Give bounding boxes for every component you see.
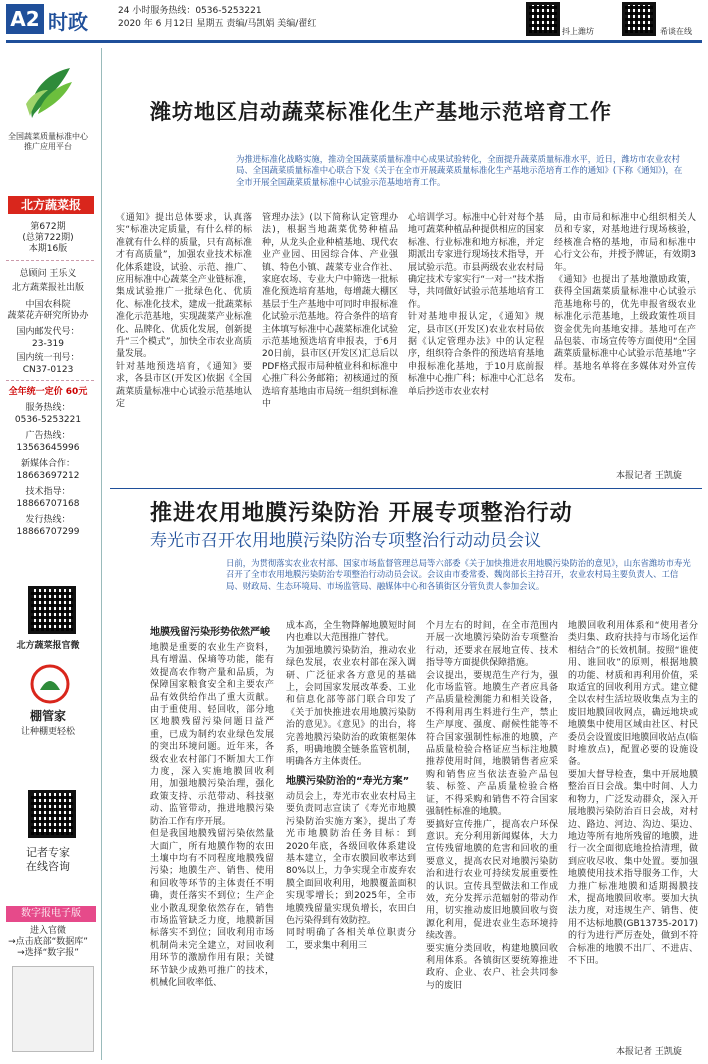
article-title: 潍坊地区启动蔬菜标准化生产基地示范培育工作 <box>150 100 612 124</box>
service-phone: 0536-5253221 <box>14 415 82 425</box>
hotline: 24 小时服务热线：0536-5253221 <box>118 6 262 16</box>
ad-label: 广告热线： <box>25 431 71 441</box>
column-text: 心培训学习。标准中心针对每个基地可蔬菜种植品种提供相应的国家标准、行业标准和地方标准，并定期派出专家进行现场技术指导，开展试验示范。市县两级农业农村局确定技术专家实行“一对一”技术指导，共同做好试验示范基地培育工作。 针对基地申报认定，《通知》规定，县市区(开发区)农业农村局依据《认定管理办法》中的认定程序，组织符合条件的预选培育基地申报标准化基地，于10月底前报标准中心推广科；标准中心汇总名单后抄送市农业农村 <box>408 213 544 397</box>
dist-phone: 18866707299 <box>16 527 80 537</box>
qr-caption: 希谈在线 <box>660 27 692 36</box>
article-title: 推进农用地膜污染防治 开展专项整治行动 <box>150 501 573 526</box>
page-number-badge: A2 <box>6 4 44 34</box>
column-text: 个月左右的时间，在全市范围内开展一次地膜污染防治专项整治行动，还要求在展地宣传、技术指导等方面提供保障措施。 会议提出，要规范生产行为，强化市场监管。地膜生产者应具备产品质量检测能力和相关设备，不得利用再生料进行生产，禁止生产厚度、强度、耐候性能等不符合国家强制性标准的地膜，产品质量检验合格证应当标注地膜推荐使用时间，地膜销售者应采购和销售应当依法查验产品包装、标签、产品质量检验合格证，不得采购和销售不符合国家强制性标准的地膜。 要搞好宣传推广，提高农户环保意识。充分利用新闻媒体，大力宣传残留地膜的危害和回收的重要意义，提高农民对地膜污染防治和进行农业可持续发展重要性的认识。宣传具型做法和工作成效，充分发挥示范辐射的带动作用，切实推动废旧地膜回收与资源化利用，促进农业生态环境持续改善。 要实施分类回收，构建地膜回收利用体系。各镇街区要统筹推进政府、企业、农户、社会共同参与的废旧 <box>426 621 558 991</box>
greenhouse-logo-icon <box>30 664 70 704</box>
cn-number: CN37-0123 <box>22 365 74 375</box>
qr-caption: 北方蔬菜报官微 <box>16 641 80 651</box>
article-column <box>286 620 416 1052</box>
column-text: 《通知》提出总体要求，认真落实“标准决定质量，有什么样的标准就有什么样的质量，只有高标准才有高质量”，加强农业技术标准化体系建设，试验、示范、推广、应用标准中心蔬菜全产业链标准，集成试验推广一批绿色化、优质化、标准化技术，建成一批蔬菜标准化示范基地，实现蔬菜产业标准化、品牌化、优质化发展，创新提升“三个模式”，加快全市农业高质量发展。 针对基地预选培育，《通知》要求，各县市区(开发区)依据《全国蔬菜质量标准中心试验示范基地认定 <box>116 213 252 410</box>
column-text: 成本高，全生物降解地膜短时间内也难以大范围推广替代。 为加强地膜污染防治，推动农业绿色发展，农业农村部在深入调研、广泛征求各方意见的基础上，会同国家发展改革委、工业和信息化部等部门联合印发了《关于加快推进农用地膜污染防治的意见》。《意见》的出台，将完善地膜污染防治的政策框架体系，明确地膜全链条监管机制，明确各方主体责任。 <box>286 621 416 768</box>
article-column <box>554 212 696 467</box>
qr-code[interactable] <box>28 790 76 838</box>
org-name: 全国蔬菜质量标准中心 推广应用平台 <box>8 132 88 151</box>
divider <box>6 380 94 381</box>
qr-caption: 记者专家 在线咨询 <box>26 846 70 873</box>
paper-name: 北方蔬菜报 <box>8 196 94 214</box>
price: 全年统一定价 60元 <box>8 387 88 397</box>
column-text: 管理办法》(以下简称认定管理办法)，根据当地蔬菜优势种植品种，从龙头企业种植基地、现代农业产业园、田园综合体、产业强镇、特色小镇、蔬菜专业合作社、家庭农场、专业大户中筛选一批标准化预选培育基地，每增蔬大棚区基层于生产基地中可同时申报标准化试验示范基地。符合条件的培育主体填写标准中心蔬菜标准化试验示范基地预选培育申报表，于6月20日前，县市区(开发区)汇总后以PDF格式报市局种植业科和标准中心推广科公务邮箱；初核通过的预选培育基地由市局统一组织到标准中 <box>262 213 398 410</box>
article-subtitle: 寿光市召开农用地膜污染防治专项整治行动动员会议 <box>150 531 541 551</box>
cn-label: 国内统一刊号： <box>16 353 80 363</box>
digital-edition-badge: 数字报电子版 <box>6 906 96 922</box>
editor-line: 总顾问 王乐义 <box>19 269 77 279</box>
qr-code <box>622 2 656 36</box>
cosponsor: 中国农科院 蔬菜花卉研究所协办 <box>7 300 89 321</box>
article-column <box>426 620 558 1052</box>
post-code-label: 国内邮发代号： <box>16 327 80 337</box>
article-column <box>150 620 274 1052</box>
date-line: 2020 年 6 月12日 星期五 责编/马凯娟 美编/翟红 <box>118 19 317 29</box>
service-label: 服务热线： <box>25 403 71 413</box>
qr-code <box>526 2 560 36</box>
column-text: 地膜是重要的农业生产资料，具有增温、保墒等功能，能有效提高农作物产量和品质，为保障国家粮食安全和主要农产品有效供给作出了重大贡献。由于重使用、轻回收，部分地区地膜残留污染问题日益严重，已成为制约农业绿色发展的突出环境问题。近年来，各级农业农村部门不断加大工作力度，深入实施地膜回收利用，加强地膜污染治理，强化政策支持、示范带动、科技驱动、监管带动，推进地膜污染防治工作有序开展。 但是我国地膜残留污染依然量大面广，所有地膜作物的农田土壤中均有不同程度地膜残留污染；地膜生产、销售、使用和回收等环节的主体责任不明确，责任落实不到位；生产企业小散乱现象依然存在，销售市场监管缺乏力度，地膜新国标落实不到位；回收利用市场机制尚未完全建立，对回收利用环节的激励作用有限；关键环节缺少成熟可推广的技术，机械化回收率低、 <box>150 643 274 988</box>
tech-label: 技术指导： <box>25 487 71 497</box>
section-rule <box>110 488 702 489</box>
post-code: 23-319 <box>32 339 64 349</box>
article-column <box>262 212 398 482</box>
ad-phone: 13563645996 <box>16 443 80 453</box>
issue-info: 第672期 (总第722期) 本期16版 <box>22 222 74 254</box>
column-text: 动员会上，寿光市农业农村局主要负责同志宣读了《寿光市地膜污染防治实施方案》，提出了寿光市地膜防治任务目标：到2020年底，各级回收体系建设基本建立，全市农膜回收率达到80%以上，力争实现全市废弃农膜全面回收利用，地膜覆盖面积实现零增长；到2025年，全市地膜残留量实现负增长，农田白色污染得到有效防控。 同时明确了各相关单位职责分工，要求集中利用三 <box>286 791 416 951</box>
qr-code[interactable] <box>28 586 76 634</box>
article-column <box>116 212 252 482</box>
tech-phone: 18866707168 <box>16 499 80 509</box>
article-lead: 日前，为贯彻落实农业农村部、国家市场监督管理总局等六部委《关于加快推进农用地膜污染防治的意见》，山东省潍坊市寿光召开了全市农用地膜污染防治专项整治行动动员会议。会议由市委常委、魏岗部长主持召开，农业农村局主要负责人、工信局、财政局、生态环境局、市场监管局、融媒体中心和各镇街区分管负责人参加会议。 <box>226 558 691 591</box>
article-column <box>408 212 544 482</box>
steward-title: 棚管家 <box>29 709 66 723</box>
news-label: 新媒体合作： <box>20 459 75 469</box>
article-column <box>568 620 698 1040</box>
digital-steps: 进入官微 →点击底部“数据库” →选择“数字报” <box>8 926 88 958</box>
steward-subtitle: 让种棚更轻松 <box>20 727 75 737</box>
news-phone: 18663697212 <box>16 471 80 481</box>
divider <box>6 260 94 261</box>
byline: 本报记者 王凯旋 <box>616 471 682 481</box>
section-title: 时政 <box>48 10 88 34</box>
column-text: 地膜回收利用体系和“使用者分类归集、政府扶持与市场化运作相结合”的长效机制。按照“谁使用、谁回收”的原则，根据地膜的功能、材质和再利用价值，采取适宜的回收利用方式。建立健全以农村生活垃圾收集点为主的废旧地膜回收网点，确远地块或地膜集中使用区域由社区、村民委员会设置废旧地膜回收站点(临时堆放点)，配置必要的设施设备。 要加大督导检查，集中开展地膜整治百日会战。集中时间、人力和物力，广泛发动群众，深入开展地膜污染防治百日会战，对村边、路边、河边、沟边、渠边、地边等所有地所残留的地膜，进行一次全面彻底地捡拾清理，做到应收尽收、集中处置。要加强地膜使用技术指导服务工作，大力推广标准地膜和适期揭膜技术，提高地膜回收率。要加大执法力度，对违规生产、销售、使用不达标地膜(GB13735-2017)的行为进行严厉查处，做到不符合标准的地膜不出厂、不进店、不下田。 <box>568 621 698 966</box>
column-text: 局，由市局和标准中心组织相关人员和专家，对基地进行现场核验，经核准合格的基地，市局和标准中心行文公布，并授予牌证，有效期3年。 《通知》也提出了基地激励政策，获得全国蔬菜质量标准中心试验示范基地称号的，优先申报省级农业标准化示范基地，上级政策性项目资金优先向基地安排。基地可在产品包装、市场宣传等方面使用“全国蔬菜质量标准中心试验示范基地”字样。基地名单将在多媒体对外宣传发布。 <box>554 213 696 385</box>
byline: 本报记者 王凯旋 <box>616 1047 682 1057</box>
leaf-logo-icon <box>22 64 74 124</box>
header-rule <box>6 40 702 43</box>
section-subheading: 地膜残留污染形势依然严峻 <box>150 627 270 638</box>
dist-label: 发行热线： <box>25 515 71 525</box>
section-subheading: 地膜污染防治的“寿光方案” <box>286 775 410 787</box>
article-lead: 为推进标准化战略实施，推动全国蔬菜质量标准中心成果试验转化，全面提升蔬菜质量标准水平，近日，潍坊市农业农村局、全国蔬菜质量标准中心联合下发《关于在全市开展蔬菜质量标准化生产基地示范培育工作的通知》(下称《通知》)，在全市开展全国蔬菜质量标准中心试验示范基地培育工作。 <box>236 154 683 187</box>
phone-screenshot <box>12 966 94 1052</box>
publisher: 北方蔬菜报社出版 <box>11 283 84 293</box>
qr-caption: 抖上潍坊 <box>562 27 594 36</box>
